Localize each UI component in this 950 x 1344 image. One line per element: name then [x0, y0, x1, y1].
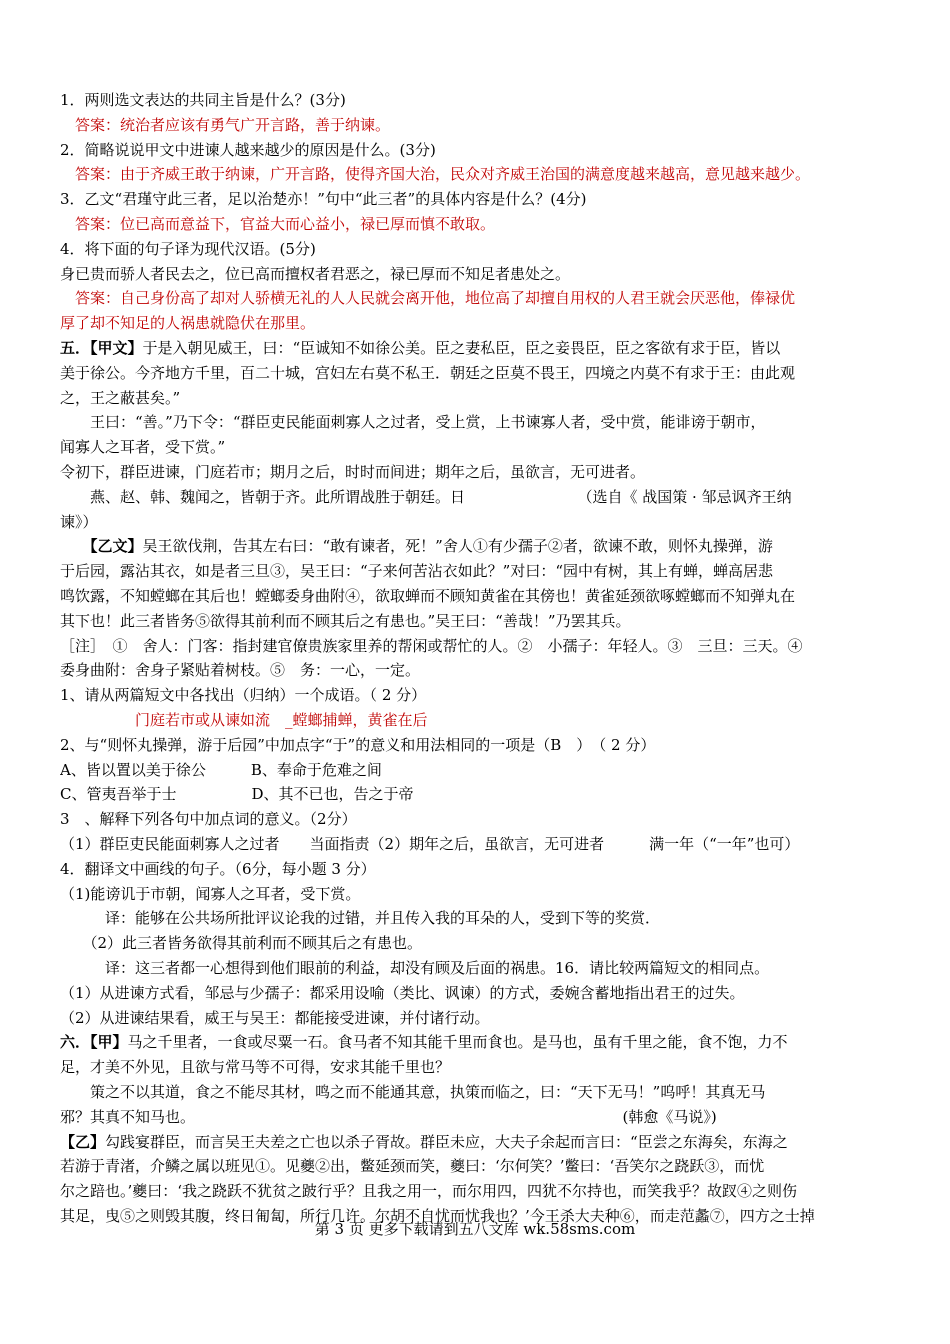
text-line: 燕、赵、韩、魏闻之，皆朝于齐。此所谓战胜于朝廷。日 （选自《 战国策 · 邹忌讽齐王纳 — [60, 487, 792, 506]
text-line: 2．简略说说甲文中进谏人越来越少的原因是什么。(3分) — [60, 140, 436, 159]
text-line: （2）此三者皆务欲得其前利而不顾其后之有患也。 — [60, 934, 423, 953]
text-line: 厚了却不知足的人祸患就隐伏在那里。 — [60, 314, 316, 333]
text-line — [60, 336, 892, 360]
text-line: 1、请从两篇短文中各找出（归纳）一个成语。（ 2 分） — [60, 686, 427, 705]
text-line: （1）群臣吏民能面刺寡人之过者 当面指责（2）期年之后，虽欲言，无可进者 满一年（“一年”也可） — [60, 835, 800, 853]
text-line: （2）从进谏结果看，威王与吴王：都能接受进谏，并付诸行动。 — [60, 1008, 490, 1027]
text-line: 答案：统治者应该有勇气广开言路，善于纳谏。 — [60, 115, 391, 134]
text-line: 4．将下面的句子译为现代汉语。(5分) — [60, 239, 316, 258]
page-footer: 第 3 页 更多下载请到五八文库 wk.58sms.com — [314, 1220, 636, 1238]
text-line: C、管夷吾举于士 D、其不已也，告之于帝 — [60, 785, 414, 804]
line-text: 马之千里者，一食或尽粟一石。食马者不知其能千里而食也。是马也，虽有千里之能，食不饱，力不 — [127, 1033, 788, 1052]
text-line: 答案：由于齐威王敢于纳谏，广开言路，使得齐国大治，民众对齐威王治国的满意度越来越高，意见越来越少。 — [60, 165, 811, 184]
line-text: 于是入朝见威王，曰：“臣诚知不如徐公美。臣之妻私臣，臣之妾畏臣，臣之客欲有求于臣，皆以 — [142, 339, 781, 357]
text-line — [60, 1130, 892, 1154]
text-line — [60, 1030, 892, 1054]
text-line: 鸣饮露，不知螳螂在其后也！螳螂委身曲附④，欲取蝉而不顾知黄雀在其傍也！黄雀延颈欲啄螳螂而不知弹丸在 — [60, 587, 796, 605]
text-line: 王曰：“善。”乃下令：“群臣吏民能面刺寡人之过者，受上赏，上书谏寡人者，受中赏，能诽谤于朝市， — [60, 413, 766, 432]
text-line: A、皆以置以美于徐公 B、奉命于危难之间 — [60, 760, 382, 779]
text-line: 4．翻译文中画线的句子。（6分，每小题 3 分） — [60, 859, 376, 878]
text-line: 3．乙文“君瑾守此三者，足以治楚亦！”句中“此三者”的具体内容是什么？(4分) — [60, 190, 587, 209]
text-line: 于后园，露沾其衣，如是者三旦③，吴王曰：“子来何苦沾衣如此？”对曰：“园中有树，其上有蝉，蝉高居悲 — [60, 562, 774, 581]
text-line: 谏》） — [60, 512, 98, 531]
text-line: 译：能够在公共场所批评议论我的过错，并且传入我的耳朵的人，受到下等的奖赏． — [60, 909, 661, 928]
text-line: 1．两则选文表达的共同主旨是什么？(3分) — [60, 91, 346, 109]
text-line: 身已贵而骄人者民去之，位已高而擅权者君恶之，禄已厚而不知足者患处之。 — [60, 264, 571, 283]
text-line: 令初下，群臣进谏，门庭若市；期月之后，时时而间进；期年之后，虽欲言，无可进者。 — [60, 463, 646, 481]
section-heading: 【乙】 — [60, 1132, 106, 1151]
line-text: 吴王欲伐荆，告其左右曰：“敢有谏者，死！”舍人①有少孺子②者，欲谏不敢，则怀丸操弹，游 — [142, 537, 773, 556]
text-line: 邪？其真不知马也。 (韩愈《马说》) — [60, 1107, 717, 1126]
text-line: 其足，曳⑤之则毁其腹，终日匍匐，所行几许。尔胡不自忧而忧我也？’今王杀大夫种⑥，而走范蠡⑦，四方之士掉 — [60, 1207, 815, 1225]
text-line: ［注］ ① 舍人：门客：指封建官僚贵族家里养的帮闲或帮忙的人。② 小孺子：年轻人。③ 三旦：三天。④ — [60, 636, 803, 655]
text-line: 足，才美不外见，且欲与常马等不可得，安求其能千里也？ — [60, 1058, 451, 1077]
text-line: 美于徐公。今齐地方千里，百二十城，宫妇左右莫不私王．朝廷之臣莫不畏王，四境之内莫不有求于王：由此观 — [60, 363, 796, 382]
text-line — [60, 534, 892, 558]
text-line: 答案：自己身份高了却对人骄横无礼的人人民就会离开他，地位高了却擅自用权的人君王就会厌恶他，俸禄优 — [60, 289, 796, 308]
section-heading: 五．【甲文】 — [60, 339, 143, 357]
text-line: 其下也！此三者皆务⑤欲得其前利而不顾其后之有患也。”吴王曰：“善哉！”乃罢其兵。 — [60, 611, 631, 630]
text-line: 若游于青渚，介鳞之属以班见①。见夔②出，鳖延颈而笑，夔曰：‘尔何笑？’鳖曰：‘吾笑尔之跷跃③，而忧 — [60, 1157, 765, 1176]
text-line: 2、与“则怀丸操弹，游于后园”中加点字“于”的意义和用法相同的一项是（B ） （ 2 分） — [60, 735, 656, 754]
text-line: 委身曲附：舍身子紧贴着树枝。⑤ 务：一心，一定。 — [60, 661, 421, 680]
text-line: 3 、解释下列各句中加点词的意义。（2分） — [60, 810, 357, 829]
text-line: 之，王之蔽甚矣。” — [60, 388, 181, 407]
text-line: （1)能谤讥于市朝，闻寡人之耳者，受下赏。 — [60, 884, 361, 903]
line-text: 勾践宴群臣，而言吴王夫差之亡也以杀子胥故。群臣未应，大夫子余起而言曰：“臣尝之东海矣，东海之 — [105, 1132, 788, 1151]
text-line: 答案：位已高而意益下，官益大而心益小，禄已厚而慎不敢取。 — [60, 215, 496, 233]
text-line: 闻寡人之耳者，受下赏。” — [60, 438, 226, 457]
text-line: 门庭若市或从谏如流 _螳螂捕蝉，黄雀在后 — [60, 711, 428, 729]
text-line: 尔之踣也。’夔曰：‘我之跷跃不犹贫之跛行乎？且我之用一，而尔用四，四犹不尔持也，而笑我乎？故䟕④之则伤 — [60, 1182, 798, 1201]
text-line: 译：这三者都一心想得到他们眼前的利益，却没有顾及后面的祸患。16．请比较两篇短文的相同点。 — [60, 959, 770, 977]
text-line: 策之不以其道，食之不能尽其材，鸣之而不能通其意，执策而临之，曰：“天下无马！”呜呼！其真无马 — [60, 1083, 766, 1101]
section-heading: 六．【甲】 — [60, 1033, 128, 1052]
section-heading: 【乙文】 — [60, 537, 143, 556]
text-line: （1）从进谏方式看，邹忌与少孺子：都采用设喻（类比、讽谏）的方式，委婉含蓄地指出君王的过失。 — [60, 983, 745, 1002]
